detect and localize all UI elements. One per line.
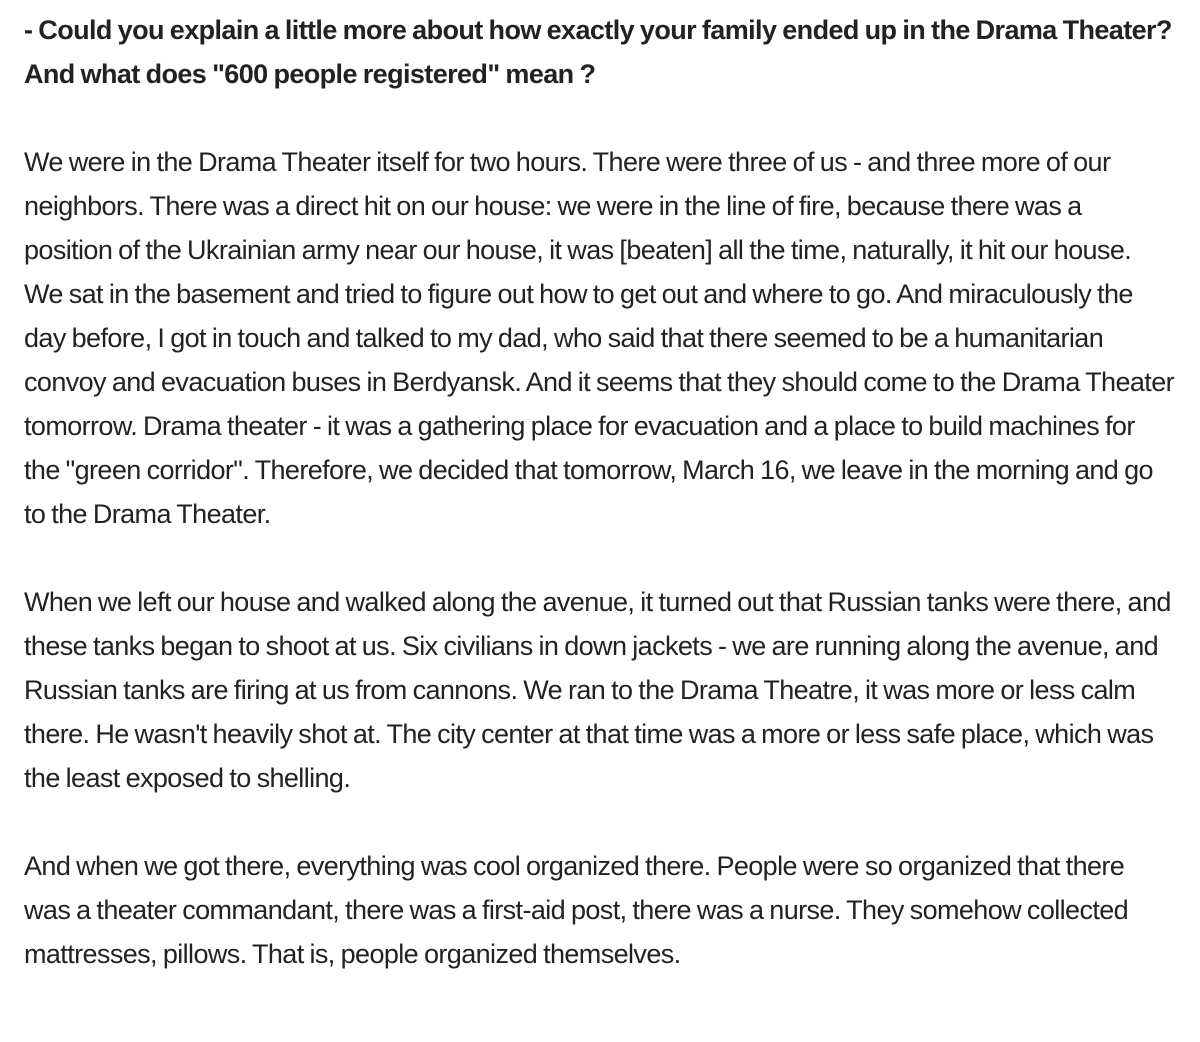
answer-paragraph-1: We were in the Drama Theater itself for two hours. There were three of us - and three more of our neighbors. There was a direct hit on our house: we were in the line of fire, because there was a position of the Ukrainian army near our house, it was [beaten] all the time, naturally, it hit our house. We sat in the basement and tried to figure out how to get out and where to go. And miraculously the day before, I got in touch and talked to my dad, who said that there seemed to be a humanitarian convoy and evacuation buses in Berdyansk. And it seems that they should come to the Drama Theater tomorrow. Drama theater - it was a gathering place for evacuation and a place to build machines for the "green corridor". Therefore, we decided that tomorrow, March 16, we leave in the morning and go to the Drama Theater. <box>24 147 1175 529</box>
answer-paragraph-2: When we left our house and walked along the avenue, it turned out that Russian tanks were there, and these tanks began to shoot at us. Six civilians in down jackets - we are running along the avenue, and Russian tanks are firing at us from cannons. We ran to the Drama Theatre, it was more or less calm there. He wasn't heavily shot at. The city center at that time was a more or less safe place, which was the least exposed to shelling. <box>24 587 1171 793</box>
answer-paragraph-3: And when we got there, everything was cool organized there. People were so organized that there was a theater commandant, there was a first-aid post, there was a nurse. They somehow collected mattresses, pillows. That is, people organized themselves. <box>24 851 1129 969</box>
article-body <box>24 8 1174 976</box>
interview-question: - Could you explain a little more about how exactly your family ended up in the Drama Theater? And what does "600 people registered" mean ? <box>24 15 1172 89</box>
